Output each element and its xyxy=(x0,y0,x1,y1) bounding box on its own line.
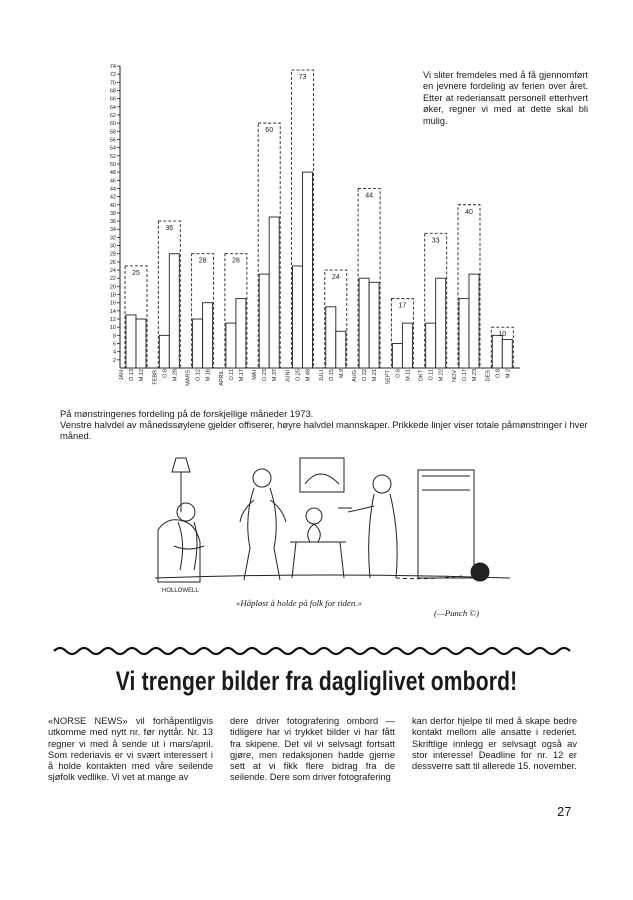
month-label: DES xyxy=(485,370,492,382)
total-label: 17 xyxy=(398,302,407,310)
bar-officers xyxy=(159,335,169,368)
y-tick-label: 50 xyxy=(109,161,116,168)
bar-officers xyxy=(426,323,436,368)
bar-crew xyxy=(136,319,146,368)
month-label: FEBR xyxy=(152,370,159,385)
total-label: 33 xyxy=(431,237,440,245)
bar-value-label: M.22 xyxy=(438,369,445,382)
y-tick-label: 58 xyxy=(109,129,116,136)
y-tick-label: 62 xyxy=(109,112,116,119)
monstring-chart xyxy=(0,0,633,410)
decorative-divider xyxy=(52,642,578,660)
y-tick-label: 74 xyxy=(109,64,116,70)
bar-value-label: O.25 xyxy=(295,369,302,381)
bar-crew xyxy=(369,282,379,368)
bar-crew xyxy=(502,339,512,368)
bar-value-label: M.28 xyxy=(172,369,179,382)
bar-crew xyxy=(303,172,313,368)
total-label: 24 xyxy=(331,274,340,282)
y-tick-label: 8 xyxy=(112,333,116,340)
bar-crew xyxy=(402,323,412,368)
y-tick-label: 56 xyxy=(109,137,116,144)
y-tick-label: 72 xyxy=(109,72,116,79)
month-label: JAN xyxy=(119,370,125,381)
month-label: NOV xyxy=(452,370,458,382)
y-tick-label: 34 xyxy=(109,227,116,234)
bar-officers xyxy=(293,266,303,368)
bar-value-label: M.9 xyxy=(338,369,345,379)
month-label: MAI xyxy=(252,370,259,380)
month-label: OKT xyxy=(418,370,425,382)
bar-officers xyxy=(326,307,336,368)
y-tick-label: 18 xyxy=(109,292,116,299)
bar-value-label: M.17 xyxy=(238,369,245,382)
y-tick-label: 6 xyxy=(112,341,116,348)
y-tick-label: 66 xyxy=(109,96,116,103)
bar-crew xyxy=(236,299,246,368)
month-label: SEPT xyxy=(385,370,392,385)
bar-officers xyxy=(392,344,402,368)
total-label: 36 xyxy=(165,225,174,233)
y-tick-label: 2 xyxy=(112,357,116,364)
y-tick-label: 68 xyxy=(109,88,116,95)
bar-value-label: O.13 xyxy=(129,369,135,381)
y-tick-label: 24 xyxy=(109,268,116,275)
bar-officers xyxy=(492,335,502,368)
bar-value-label: O.11 xyxy=(228,369,235,381)
month-label: AUG xyxy=(352,370,359,382)
y-tick-label: 42 xyxy=(109,194,116,201)
bar-officers xyxy=(193,319,203,368)
y-tick-label: 46 xyxy=(109,178,116,185)
bar-crew xyxy=(469,274,479,368)
chart-note: Vi sliter fremdeles med å få gjennomført en jevnere fordeling av ferien over året. Etter at rederiansatt personell etterhvert øker, regner vi med at dette skal bli mulig. xyxy=(423,70,588,126)
cartoon-credit: (—Punch ©) xyxy=(434,608,480,618)
bar-officers xyxy=(459,299,469,368)
total-label: 44 xyxy=(365,192,373,200)
bar-value-label: M.12 xyxy=(139,369,145,382)
bar-value-label: O.17 xyxy=(462,369,468,381)
bar-crew xyxy=(169,254,179,368)
y-tick-label: 22 xyxy=(109,276,116,283)
y-tick-label: 30 xyxy=(109,243,116,250)
y-tick-label: 10 xyxy=(109,325,116,332)
bar-value-label: O.12 xyxy=(195,369,202,381)
article-column-2: dere driver fotografering ombord — tidligere har vi trykket bilder vi har fått fra skipene. Det vil vi selvsagt fortsatt gjøre, men redaksjonen hadde gjerne sett at vi fikk flere bidrag fra de seilende. Dere som driver fotografering xyxy=(230,716,395,783)
month-label: APRIL xyxy=(218,370,225,386)
y-tick-label: 14 xyxy=(109,308,116,315)
y-tick-label: 64 xyxy=(109,104,116,111)
bar-crew xyxy=(203,303,213,368)
total-label: 28 xyxy=(198,257,207,265)
y-tick-label: 54 xyxy=(109,145,116,152)
bar-value-label: O.22 xyxy=(362,369,369,381)
article-column-3: kan derfor hjelpe til med å skape bedre kontakt mellom alle ansatte i rederiet. Skriftlige innlegg er selvsagt også av stor interesse! Deadline for nr. 12 er dessverre satt til allerede 15. november. xyxy=(412,716,577,772)
article-column-1: «NORSE NEWS» vil forhåpentligvis utkomme med nytt nr. før nyttår. Nr. 13 regner vi med å sende ut i mars/april. Som rederiavis er vi svært interessert i å holde kontakten med våre seilende sjøfolk vedlike. Vi vet at mange av xyxy=(48,716,213,783)
y-tick-label: 12 xyxy=(109,317,116,324)
total-label: 25 xyxy=(132,269,140,277)
chart-caption xyxy=(60,408,600,442)
bar-crew xyxy=(436,278,446,368)
article-headline: Vi trenger bilder fra dagliglivet ombord! xyxy=(115,666,518,696)
bar-value-label: O.8 xyxy=(162,369,169,378)
y-tick-label: 38 xyxy=(109,210,116,217)
total-label: 60 xyxy=(265,127,274,135)
bar-officers xyxy=(259,274,269,368)
page-number: 27 xyxy=(557,804,572,819)
bar-value-label: M.2 xyxy=(505,369,512,379)
bar-value-label: M.37 xyxy=(272,369,279,382)
y-tick-label: 36 xyxy=(109,219,116,226)
month-label: JULI xyxy=(318,370,325,382)
bar-value-label: M.11 xyxy=(405,369,412,381)
y-tick-label: 48 xyxy=(109,170,116,177)
bar-crew xyxy=(336,331,346,368)
y-tick-label: 44 xyxy=(109,186,116,193)
bar-officers xyxy=(126,315,136,368)
total-label: 10 xyxy=(498,331,507,339)
y-tick-label: 28 xyxy=(109,251,116,258)
y-tick-label: 26 xyxy=(109,259,116,266)
y-tick-label: 32 xyxy=(109,235,116,242)
bar-value-label: O.23 xyxy=(262,369,269,381)
caption-title: På mønstringenes fordeling på de forskjellige måneder 1973. xyxy=(60,408,314,419)
y-tick-label: 4 xyxy=(112,349,116,356)
cartoon-signature: HOLLOWELL xyxy=(162,588,199,594)
y-tick-label: 20 xyxy=(109,284,116,291)
bar-value-label: M.21 xyxy=(372,369,379,382)
bar-value-label: O.6 xyxy=(395,369,402,378)
y-tick-label: 40 xyxy=(109,202,116,209)
cartoon-caption: «Håpløst å holde på folk for tiden.» xyxy=(236,598,362,608)
bar-value-label: O.15 xyxy=(328,369,335,381)
total-label: 28 xyxy=(232,257,240,265)
bar-officers xyxy=(359,278,369,368)
y-tick-label: 16 xyxy=(109,300,116,307)
bar-value-label: O.11 xyxy=(428,369,435,381)
month-label: JUNI xyxy=(285,370,292,383)
caption-body: Venstre halvdel av månedssøylene gjelder offiserer, høyre halvdel mannskaper. Prikkede linjer viser totale påmønstringer i hver måned. xyxy=(60,419,588,442)
bar-value-label: M.16 xyxy=(205,369,212,382)
total-label: 40 xyxy=(465,208,473,216)
punch-cartoon xyxy=(150,450,520,595)
bar-value-label: O.8 xyxy=(495,369,502,378)
bar-value-label: M.23 xyxy=(472,369,478,382)
y-tick-label: 70 xyxy=(109,80,116,87)
bar-value-label: M.48 xyxy=(305,369,312,382)
y-tick-label: 60 xyxy=(109,121,116,128)
bar-crew xyxy=(269,217,279,368)
y-tick-label: 52 xyxy=(109,153,116,160)
month-label: MARS xyxy=(185,370,192,386)
total-label: 73 xyxy=(298,74,307,82)
bar-officers xyxy=(226,323,236,368)
